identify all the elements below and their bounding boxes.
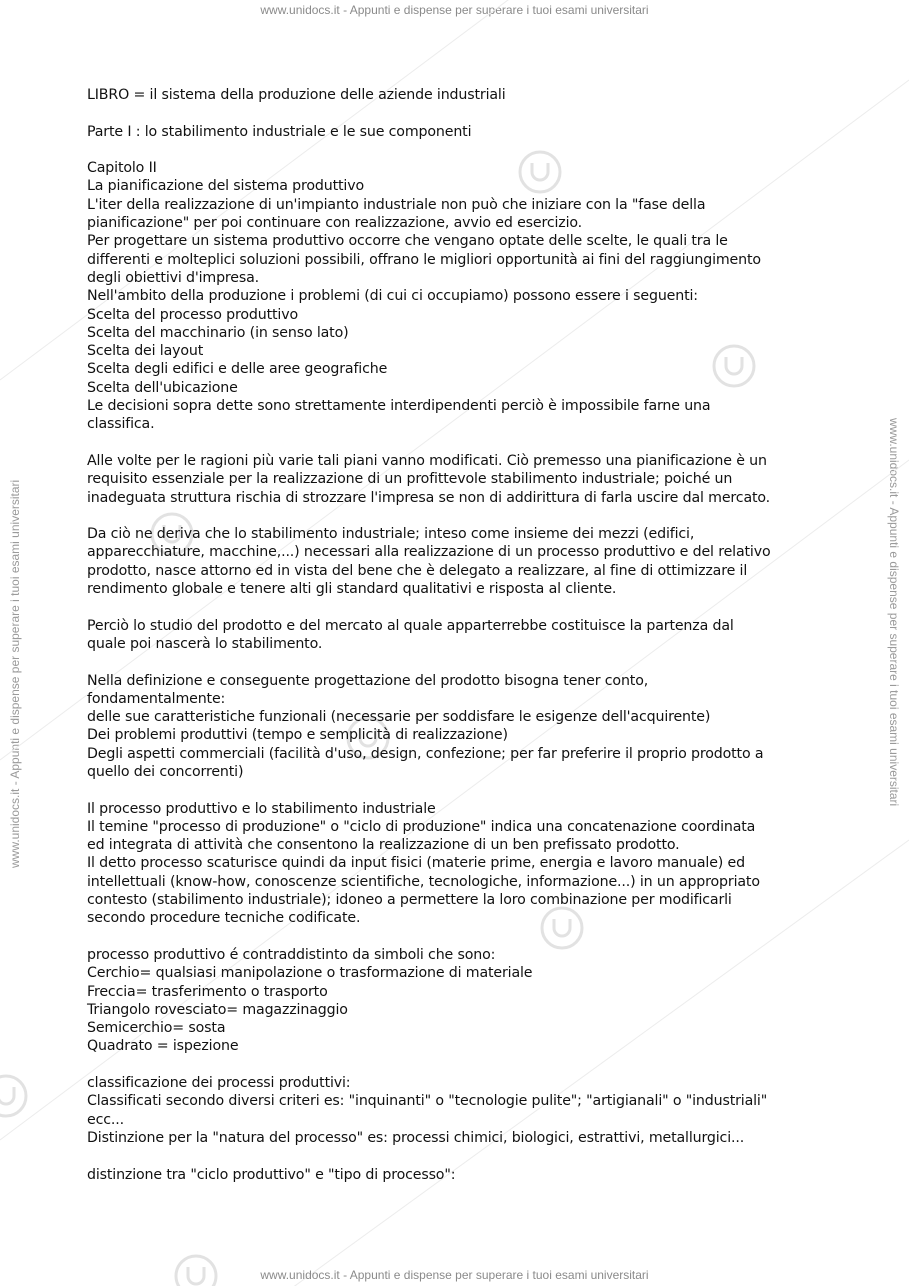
text-line: L'iter della realizzazione di un'impianto industriale non può che iniziare con la "fase della <box>87 196 706 213</box>
text-line: classificazione dei processi produttivi: <box>87 1075 351 1092</box>
text-line: Triangolo rovesciato= magazzinaggio <box>87 1001 348 1018</box>
unidocs-logo-icon <box>0 1076 26 1116</box>
text-line: Per progettare un sistema produttivo occorre che vengano optate delle scelte, le quali tra le <box>87 233 728 250</box>
paragraph-gap <box>87 1056 827 1074</box>
text-line: Scelta dei layout <box>87 343 204 360</box>
text-line: ed integrata di attività che consentono la realizzazione di un ben prefissato prodotto. <box>87 837 680 854</box>
text-line: Nell'ambito della produzione i problemi (di cui ci occupiamo) possono essere i seguenti: <box>87 288 698 305</box>
text-line: classifica. <box>87 416 155 433</box>
right-side-banner: www.unidocs.it - Appunti e dispense per superare i tuoi esami universitari <box>887 418 901 807</box>
text-line: contesto (stabilimento industriale); idoneo a permettere la loro combinazione per modificarli <box>87 892 732 909</box>
left-side-banner: www.unidocs.it - Appunti e dispense per superare i tuoi esami universitari <box>8 479 22 868</box>
document-body <box>87 86 827 1184</box>
text-line: Semicerchio= sosta <box>87 1020 226 1037</box>
paragraph-gap <box>87 507 827 525</box>
text-line: Il processo produttivo e lo stabilimento industriale <box>87 800 436 817</box>
text-line: Quadrato = ispezione <box>87 1038 239 1055</box>
paragraph <box>87 946 827 1056</box>
footer-banner-text: www.unidocs.it - Appunti e dispense per superare i tuoi esami universitari <box>260 1268 649 1282</box>
text-line: Scelta del macchinario (in senso lato) <box>87 324 349 341</box>
paragraph-gap <box>87 104 827 122</box>
text-line: Classificati secondo diversi criteri es: "inquinanti" o "tecnologie pulite"; "artigianali" o "industriali" <box>87 1093 768 1110</box>
paragraph <box>87 1074 827 1147</box>
text-line: Parte I : lo stabilimento industriale e le sue componenti <box>87 123 472 140</box>
text-line: fondamentalmente: <box>87 690 226 707</box>
text-line: delle sue caratteristiche funzionali (necessarie per soddisfare le esigenze dell'acquirente) <box>87 709 711 726</box>
text-line: secondo procedure tecniche codificate. <box>87 910 361 927</box>
text-line: ecc... <box>87 1111 124 1128</box>
paragraph <box>87 525 827 598</box>
text-line: Perciò lo studio del prodotto e del mercato al quale apparterrebbe costituisce la partenza dal <box>87 617 734 634</box>
text-line: Il detto processo scaturisce quindi da input fisici (materie prime, energia e lavoro manuale) ed <box>87 855 745 872</box>
paragraph-gap <box>87 781 827 799</box>
text-line: prodotto, nasce attorno ed in vista del bene che è delegato a realizzare, al fine di ottimizzare il <box>87 562 748 579</box>
paragraph <box>87 672 827 782</box>
paragraph <box>87 452 827 507</box>
paragraph-gap <box>87 928 827 946</box>
paragraph-gap <box>87 141 827 159</box>
text-line: LIBRO = il sistema della produzione delle aziende industriali <box>87 87 506 103</box>
paragraph <box>87 800 827 928</box>
text-line: Dei problemi produttivi (tempo e semplicità di realizzazione) <box>87 727 508 744</box>
text-line: intellettuali (know-how, conoscenze scientifiche, tecnologiche, informazione...) in un appropriato <box>87 873 760 890</box>
text-line: processo produttivo é contraddistinto da simboli che sono: <box>87 946 496 963</box>
text-line: Cerchio= qualsiasi manipolazione o trasformazione di materiale <box>87 965 533 982</box>
text-line: apparecchiature, macchine,...) necessari alla realizzazione di un processo produttivo e del relativo <box>87 544 771 561</box>
text-line: Alle volte per le ragioni più varie tali piani vanno modificati. Ciò premesso una pianificazione è un <box>87 452 767 469</box>
text-line: degli obiettivi d'impresa. <box>87 269 260 286</box>
text-line: Scelta degli edifici e delle aree geografiche <box>87 361 388 378</box>
text-line: Distinzione per la "natura del processo" es: processi chimici, biologici, estrattivi, metallurgici... <box>87 1129 745 1146</box>
header-banner-text: www.unidocs.it - Appunti e dispense per superare i tuoi esami universitari <box>260 3 649 17</box>
paragraph <box>87 159 827 433</box>
text-line: differenti e molteplici soluzioni possibili, offrano le migliori opportunità ai fini del raggiungimento <box>87 251 761 268</box>
text-line: Il temine "processo di produzione" o "ciclo di produzione" indica una concatenazione coordinata <box>87 818 756 835</box>
text-line: distinzione tra "ciclo produttivo" e "tipo di processo": <box>87 1166 456 1183</box>
text-line: Scelta del processo produttivo <box>87 306 298 323</box>
paragraph <box>87 123 827 141</box>
text-line: Da ciò ne deriva che lo stabilimento industriale; inteso come insieme dei mezzi (edifici, <box>87 526 695 543</box>
text-line: rendimento globale e tenere alti gli standard qualitativi e risposta al cliente. <box>87 581 617 598</box>
paragraph <box>87 86 827 104</box>
text-line: La pianificazione del sistema produttivo <box>87 178 364 195</box>
text-line: Degli aspetti commerciali (facilità d'uso, design, confezione; per far preferire il proprio prodotto a <box>87 745 764 762</box>
text-line: Capitolo II <box>87 160 157 177</box>
paragraph-gap <box>87 598 827 616</box>
text-line: Freccia= trasferimento o trasporto <box>87 983 328 1000</box>
paragraph-gap <box>87 653 827 671</box>
paragraph-gap <box>87 1147 827 1165</box>
text-line: Le decisioni sopra dette sono strettamente interdipendenti perciò è impossibile farne una <box>87 398 711 415</box>
paragraph <box>87 617 827 654</box>
text-line: inadeguata struttura rischia di strozzare l'impresa se non di addirittura di farla uscire dal mercato. <box>87 489 771 506</box>
header-banner <box>0 3 909 17</box>
text-line: Scelta dell'ubicazione <box>87 379 238 396</box>
text-line: pianificazione" per poi continuare con realizzazione, avvio ed esercizio. <box>87 215 583 232</box>
text-line: quello dei concorrenti) <box>87 763 244 780</box>
text-line: Nella definizione e conseguente progettazione del prodotto bisogna tener conto, <box>87 672 649 689</box>
footer-banner <box>0 1268 909 1282</box>
text-line: quale poi nascerà lo stabilimento. <box>87 635 323 652</box>
paragraph-gap <box>87 434 827 452</box>
text-line: requisito essenziale per la realizzazione di un profittevole stabilimento industriale; poiché un <box>87 471 733 488</box>
paragraph <box>87 1166 827 1184</box>
